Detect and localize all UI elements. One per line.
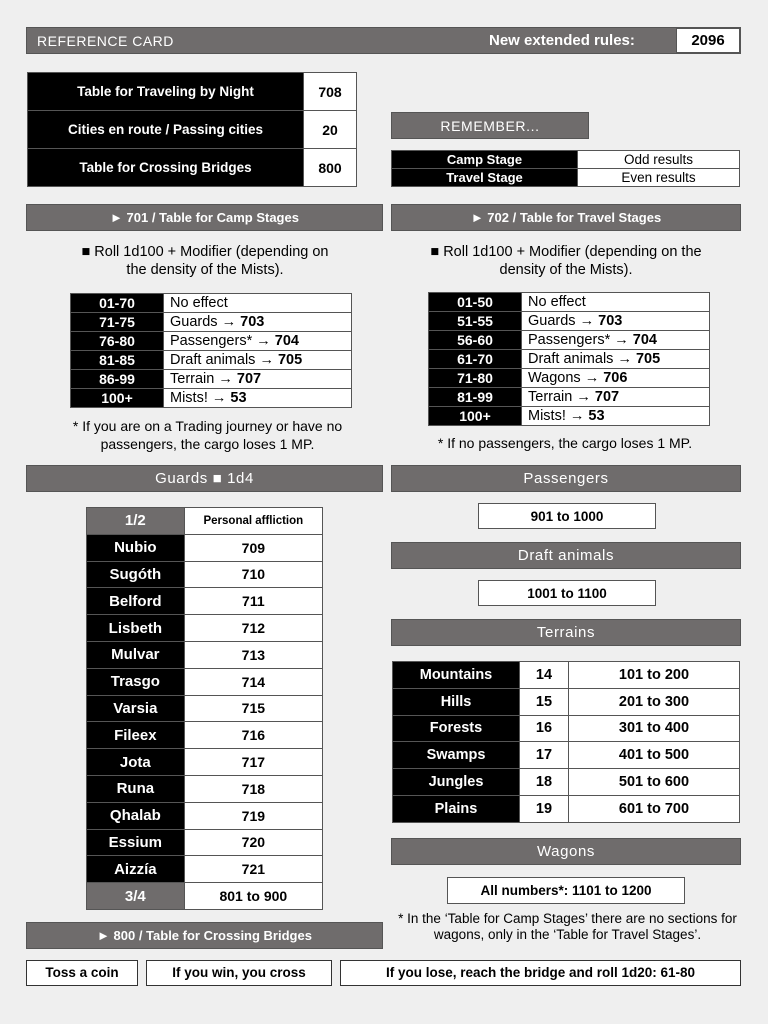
- table-row: [393, 715, 740, 742]
- draft-animals-range: 1001 to 1100: [478, 580, 656, 606]
- terrain-number: 14: [520, 662, 569, 689]
- table-row: [87, 508, 323, 535]
- terrain-name: Mountains: [393, 662, 520, 689]
- terrains-title: Terrains: [391, 619, 741, 646]
- result-text: Guards: [170, 314, 218, 330]
- range-cell: 71-75: [71, 313, 164, 332]
- draft-animals-title: Draft animals: [391, 542, 741, 569]
- table-row: [429, 388, 710, 407]
- win-cross-box: If you win, you cross: [146, 960, 332, 986]
- terrain-number: 15: [520, 688, 569, 715]
- result-ref: 704: [274, 333, 299, 349]
- camp-stage-label: Camp Stage: [392, 151, 578, 169]
- terrains-table: [392, 661, 740, 823]
- result-cell: [522, 350, 710, 369]
- result-text: Mists!: [528, 408, 566, 424]
- camp-stage-result: Odd results: [578, 151, 740, 169]
- table-row: [71, 351, 352, 370]
- arrow-glyph: →: [576, 389, 591, 405]
- remember-title: REMEMBER...: [391, 112, 589, 139]
- rules-number: 2096: [676, 28, 740, 53]
- terrain-range: 601 to 700: [569, 795, 740, 822]
- night-table-label: Table for Traveling by Night: [28, 73, 304, 111]
- terrain-range: 301 to 400: [569, 715, 740, 742]
- table-row: [87, 883, 323, 910]
- guard-number: 712: [184, 615, 322, 642]
- result-cell: [522, 293, 710, 312]
- terrain-name: Swamps: [393, 742, 520, 769]
- guard-name: Mulvar: [87, 641, 185, 668]
- toss-coin-box: Toss a coin: [26, 960, 138, 986]
- arrow-glyph: →: [259, 352, 274, 368]
- arrow-glyph: →: [584, 370, 600, 386]
- table-row: [429, 407, 710, 426]
- result-text: Terrain: [170, 371, 215, 387]
- top-reference-table: [27, 72, 357, 187]
- terrain-range: 401 to 500: [569, 742, 740, 769]
- terrain-number: 18: [520, 769, 569, 796]
- table-row: [429, 331, 710, 350]
- result-cell: [522, 407, 710, 426]
- table-row: [429, 312, 710, 331]
- table-row: [71, 332, 352, 351]
- guard-name: Varsia: [87, 695, 185, 722]
- guards-foot-left: 3/4: [87, 883, 185, 910]
- cities-label: Cities en route / Passing cities: [28, 111, 304, 149]
- result-cell: [522, 331, 710, 350]
- table-row: [71, 294, 352, 313]
- result-ref: 705: [277, 352, 303, 368]
- passengers-range: 901 to 1000: [478, 503, 656, 529]
- arrow-glyph: →: [218, 371, 233, 387]
- result-cell: [164, 370, 352, 389]
- passengers-title: Passengers: [391, 465, 741, 492]
- arrow-glyph: →: [221, 314, 237, 330]
- guard-name: Qhalab: [87, 802, 185, 829]
- guard-name: Jota: [87, 749, 185, 776]
- terrain-name: Hills: [393, 688, 520, 715]
- result-text: Draft animals: [528, 351, 614, 367]
- travel-roll-text: ■ Roll 1d100 + Modifier (depending on the density of the Mists).: [430, 244, 702, 278]
- camp-table-title: ► 701 / Table for Camp Stages: [26, 204, 383, 231]
- table-row: [87, 668, 323, 695]
- guards-title: Guards ■ 1d4: [26, 465, 383, 492]
- guard-number: 721: [184, 856, 322, 883]
- wagons-note: * In the ‘Table for Camp Stages’ there are no sections for wagons, only in the ‘Table for Travel Stages’.: [398, 911, 737, 942]
- table-row: [71, 370, 352, 389]
- table-row: [393, 795, 740, 822]
- result-cell: [522, 312, 710, 331]
- camp-roll-text: ■ Roll 1d100 + Modifier (depending on the density of the Mists).: [81, 244, 329, 278]
- bridges-title: ► 800 / Table for Crossing Bridges: [26, 922, 383, 949]
- lose-roll-box: If you lose, reach the bridge and roll 1d20: 61-80: [340, 960, 741, 986]
- terrain-range: 201 to 300: [569, 688, 740, 715]
- table-row: [71, 389, 352, 408]
- table-row: [87, 588, 323, 615]
- guard-number: 718: [184, 775, 322, 802]
- remember-table: [391, 150, 740, 187]
- guard-name: Belford: [87, 588, 185, 615]
- table-row: [87, 615, 323, 642]
- result-text: Wagons: [528, 370, 581, 386]
- guard-number: 710: [184, 561, 322, 588]
- guard-name: Lisbeth: [87, 615, 185, 642]
- terrain-range: 101 to 200: [569, 662, 740, 689]
- travel-note: * If no passengers, the cargo loses 1 MP.: [437, 435, 693, 451]
- arrow-glyph: →: [569, 408, 585, 424]
- result-ref: 703: [598, 313, 623, 329]
- result-ref: 706: [603, 370, 628, 386]
- table-row: [429, 293, 710, 312]
- table-row: [87, 749, 323, 776]
- result-cell: [164, 332, 352, 351]
- table-row: [87, 641, 323, 668]
- travel-stage-result: Even results: [578, 169, 740, 187]
- guard-name: Fileex: [87, 722, 185, 749]
- result-cell: [522, 369, 710, 388]
- guards-head-left: 1/2: [87, 508, 185, 535]
- arrow-glyph: →: [617, 351, 632, 367]
- guard-name: Sugóth: [87, 561, 185, 588]
- table-row: [87, 722, 323, 749]
- guard-number: 711: [184, 588, 322, 615]
- range-cell: 100+: [429, 407, 522, 426]
- table-row: [87, 561, 323, 588]
- result-text: Draft animals: [170, 352, 256, 368]
- result-cell: [164, 389, 352, 408]
- result-text: Terrain: [528, 389, 573, 405]
- result-text: Passengers*: [528, 332, 611, 348]
- range-cell: 71-80: [429, 369, 522, 388]
- table-row: [393, 769, 740, 796]
- guard-number: 717: [184, 749, 322, 776]
- result-cell: [164, 351, 352, 370]
- terrain-name: Plains: [393, 795, 520, 822]
- arrow-glyph: →: [579, 313, 595, 329]
- result-ref: 707: [594, 389, 620, 405]
- wagons-range: All numbers*: 1101 to 1200: [447, 877, 685, 904]
- bridges-table-label: Table for Crossing Bridges: [28, 149, 304, 187]
- guard-number: 719: [184, 802, 322, 829]
- travel-stage-label: Travel Stage: [392, 169, 578, 187]
- guard-number: 713: [184, 641, 322, 668]
- table-row: [429, 369, 710, 388]
- result-text: No effect: [170, 295, 228, 311]
- result-ref: 704: [632, 332, 657, 348]
- result-ref: 53: [588, 408, 605, 424]
- table-row: [87, 829, 323, 856]
- card-title: REFERENCE CARD: [37, 33, 174, 49]
- arrow-glyph: →: [256, 333, 271, 349]
- table-row: [87, 534, 323, 561]
- travel-table-title: ► 702 / Table for Travel Stages: [391, 204, 741, 231]
- rules-label: New extended rules:: [489, 32, 635, 49]
- result-text: No effect: [528, 294, 586, 310]
- guard-number: 716: [184, 722, 322, 749]
- wagons-title: Wagons: [391, 838, 741, 865]
- camp-note: * If you are on a Trading journey or have no passengers, the cargo loses 1 MP.: [72, 418, 343, 452]
- range-cell: 51-55: [429, 312, 522, 331]
- camp-results-table: [70, 293, 352, 408]
- range-cell: 86-99: [71, 370, 164, 389]
- range-cell: 81-85: [71, 351, 164, 370]
- guards-foot-right: 801 to 900: [184, 883, 322, 910]
- range-cell: 81-99: [429, 388, 522, 407]
- terrain-number: 19: [520, 795, 569, 822]
- range-cell: 01-50: [429, 293, 522, 312]
- range-cell: 76-80: [71, 332, 164, 351]
- result-ref: 703: [240, 314, 265, 330]
- range-cell: 56-60: [429, 331, 522, 350]
- table-row: [87, 856, 323, 883]
- guard-number: 715: [184, 695, 322, 722]
- table-row: [393, 742, 740, 769]
- table-row: [393, 688, 740, 715]
- guard-name: Nubio: [87, 534, 185, 561]
- guard-number: 709: [184, 534, 322, 561]
- result-ref: 705: [635, 351, 661, 367]
- result-text: Guards: [528, 313, 576, 329]
- table-row: [393, 662, 740, 689]
- guard-name: Aizzía: [87, 856, 185, 883]
- header-bar: [26, 27, 741, 54]
- guard-number: 720: [184, 829, 322, 856]
- guards-table: [86, 507, 323, 910]
- arrow-glyph: →: [614, 332, 629, 348]
- table-row: [87, 802, 323, 829]
- result-text: Passengers*: [170, 333, 253, 349]
- result-ref: 53: [230, 390, 247, 406]
- table-row: [87, 695, 323, 722]
- terrain-number: 17: [520, 742, 569, 769]
- cities-value: 20: [304, 111, 357, 149]
- guard-number: 714: [184, 668, 322, 695]
- result-cell: [164, 294, 352, 313]
- table-row: [87, 775, 323, 802]
- terrain-number: 16: [520, 715, 569, 742]
- result-cell: [522, 388, 710, 407]
- terrain-range: 501 to 600: [569, 769, 740, 796]
- result-cell: [164, 313, 352, 332]
- table-row: [429, 350, 710, 369]
- result-ref: 707: [236, 371, 262, 387]
- terrain-name: Jungles: [393, 769, 520, 796]
- arrow-glyph: →: [211, 390, 227, 406]
- result-text: Mists!: [170, 390, 208, 406]
- night-table-value: 708: [304, 73, 357, 111]
- terrain-name: Forests: [393, 715, 520, 742]
- guard-name: Trasgo: [87, 668, 185, 695]
- travel-results-table: [428, 292, 710, 426]
- table-row: [71, 313, 352, 332]
- guard-name: Runa: [87, 775, 185, 802]
- guard-name: Essium: [87, 829, 185, 856]
- guards-head-right: Personal affliction: [184, 508, 322, 535]
- range-cell: 01-70: [71, 294, 164, 313]
- bridges-table-value: 800: [304, 149, 357, 187]
- range-cell: 100+: [71, 389, 164, 408]
- range-cell: 61-70: [429, 350, 522, 369]
